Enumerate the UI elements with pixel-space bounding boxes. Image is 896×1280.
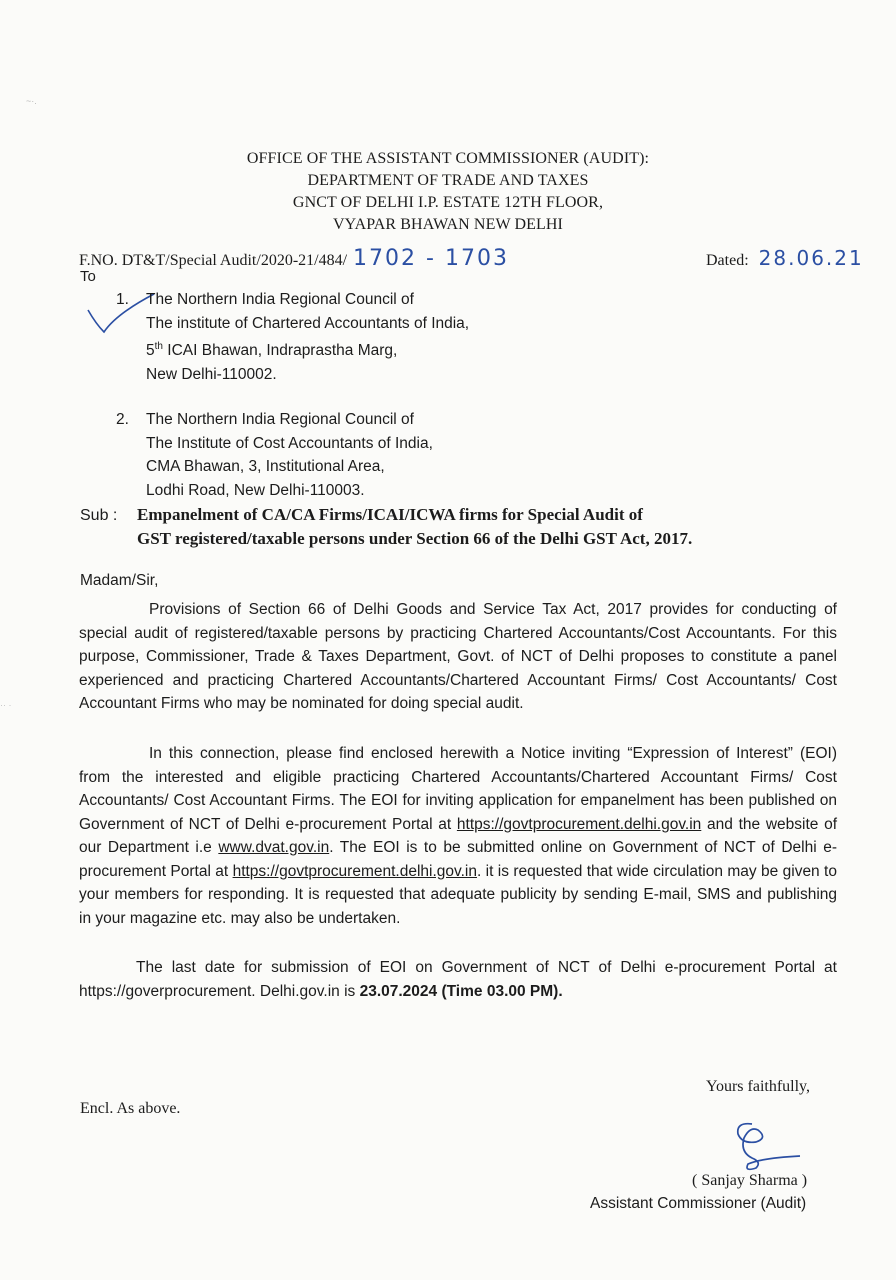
header-line-1: OFFICE OF THE ASSISTANT COMMISSIONER (AUDIT):	[246, 150, 650, 167]
addressee-line: New Delhi-110002.	[146, 365, 277, 383]
signatory-name: ( Sanjay Sharma )	[692, 1172, 808, 1189]
header-line-2: DEPARTMENT OF TRADE AND TAXES	[307, 172, 589, 189]
addressee-line: The Northern India Regional Council of	[146, 291, 414, 308]
signatory-designation: Assistant Commissioner (Audit)	[590, 1195, 807, 1212]
header-line-3: GNCT OF DELHI I.P. ESTATE 12TH FLOOR,	[292, 194, 604, 211]
closing: Yours faithfully,	[706, 1078, 811, 1095]
last-date: 23.07.2024 (Time 03.00 PM).	[359, 982, 563, 1000]
subject-label: Sub :	[80, 507, 118, 524]
addressee-line: The Institute of Cost Accountants of India,	[146, 434, 433, 452]
addressee-1	[116, 288, 469, 386]
scan-speck: ·· ·	[0, 700, 12, 710]
subject-block	[80, 503, 840, 550]
handwritten-dispatch-number: 1702 - 1703	[353, 246, 509, 271]
paragraph-2: In this connection, please find enclosed herewith a Notice inviting “Expression of Interest” (EOI) from the interested and eligible practicing Chartered Accountants/Chartered Accountant Firms/ Cost Accountants/ Cost Accountant Firms. The EOI for inviting application for empanelment has been published on Government of NCT of Delhi e-procurement Portal at https://govtprocurement.delhi.gov.in and the website of our Department i.e www.dvat.gov.in. The EOI is to be submitted online on Government of NCT of Delhi e-procurement Portal at https://govtprocurement.delhi.gov.in. it is requested that wide circulation may be given to your members for responding. It is requested that adequate publicity by sending E-mail, SMS and publishing in your magazine etc. may also be undertaken.	[79, 745, 838, 927]
procurement-portal-link[interactable]: https://govtprocurement.delhi.gov.in	[456, 815, 702, 833]
subject-line-2: GST registered/taxable persons under Section 66 of the Delhi GST Act, 2017.	[137, 529, 693, 548]
handwritten-date: 28.06.21	[758, 246, 864, 270]
letterhead	[0, 148, 896, 236]
addressee-line: CMA Bhawan, 3, Institutional Area,	[146, 458, 385, 475]
file-number-line	[79, 246, 509, 271]
enclosure-note: Encl. As above.	[80, 1100, 181, 1117]
addressee-line: The Northern India Regional Council of	[146, 411, 414, 428]
addressee-number: 2.	[116, 411, 129, 428]
dated-label: Dated:	[706, 252, 749, 269]
addressee-2	[116, 408, 433, 502]
addressee-line: 5th ICAI Bhawan, Indraprastha Marg,	[146, 341, 398, 360]
file-number: F.NO. DT&T/Special Audit/2020-21/484/	[79, 252, 348, 269]
to-label: To	[80, 268, 96, 285]
date-line	[706, 246, 864, 270]
addressee-number: 1.	[116, 291, 129, 308]
subject-line-1: Empanelment of CA/CA Firms/ICAI/ICWA firms for Special Audit of	[137, 505, 643, 524]
signature-icon	[722, 1118, 806, 1174]
paragraph-1: Provisions of Section 66 of Delhi Goods and Service Tax Act, 2017 provides for conducting of special audit of registered/taxable persons by practicing Chartered Accountants/Cost Accountants. For this purpose, Commissioner, Trade & Taxes Department, Govt. of NCT of Delhi proposes to constitute a panel experienced and practicing Chartered Accountants/Chartered Accountant Firms/ Cost Accountants/ Cost Accountant Firms who may be nominated for doing special audit.	[79, 601, 837, 712]
procurement-portal-link-2[interactable]: https://govtprocurement.delhi.gov.in	[232, 862, 477, 880]
scan-speck: ~·.	[26, 96, 37, 106]
paragraph-3: The last date for submission of EOI on Government of NCT of Delhi e-procurement Portal at https://goverprocurement. Delhi.gov.in is 23.07.2024 (Time 03.00 PM).	[79, 959, 837, 1000]
addressee-line: Lodhi Road, New Delhi-110003.	[146, 481, 365, 499]
addressee-line: The institute of Chartered Accountants of India,	[146, 314, 470, 332]
dvat-website-link[interactable]: www.dvat.gov.in	[218, 839, 330, 856]
header-line-4: VYAPAR BHAWAN NEW DELHI	[333, 216, 563, 233]
salutation: Madam/Sir,	[80, 572, 159, 589]
